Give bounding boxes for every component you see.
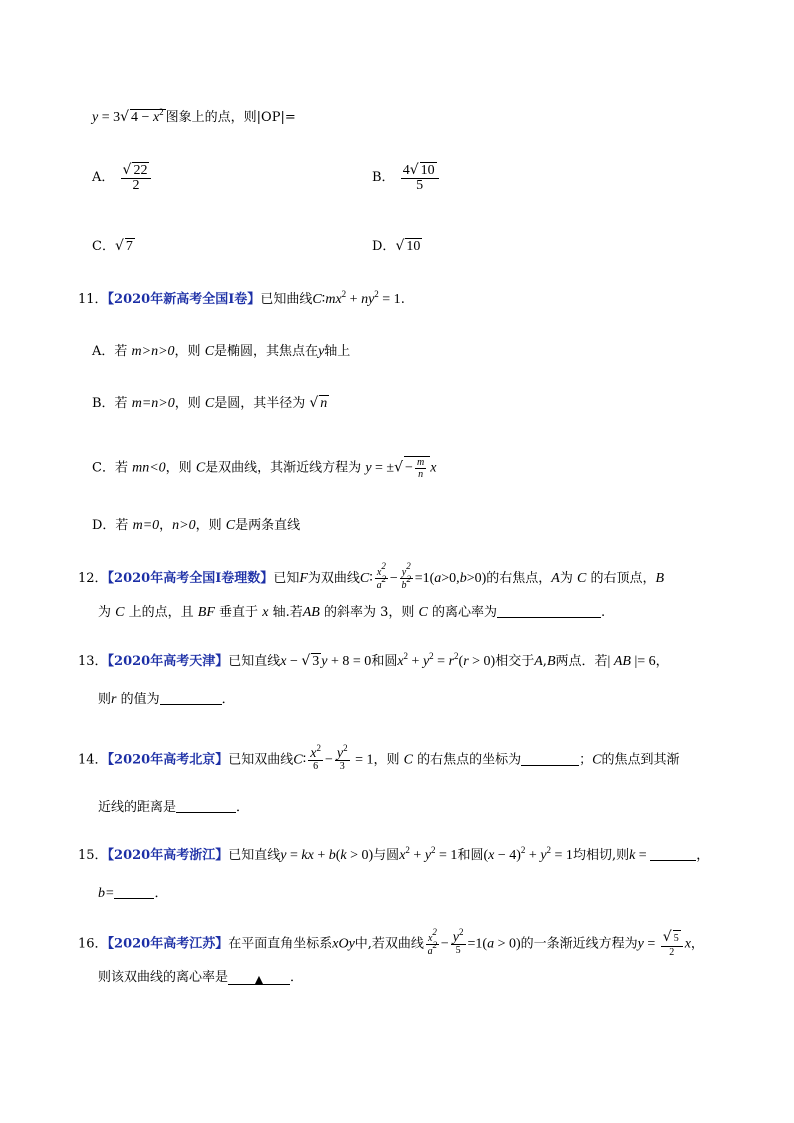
- q11-source: 【2020年新高考全国Ⅰ卷】: [107, 292, 261, 307]
- q14-answer-blank-1[interactable]: [521, 751, 579, 766]
- q14-stem-line2: 近线的距离是 ．: [98, 800, 250, 815]
- q16-source: 【2020年高考江苏】: [107, 936, 229, 952]
- q11-option-b: B．若 m=n>0，则 C是圆，其半径为 √ n: [92, 395, 328, 411]
- q14-stem: 14．【2020年高考北京】已知双曲线C∶ $\frac{x^2}{6}$ − $\frac{y^2}{3}$ = 1，则 C 的右焦点的坐标为 ；C的焦点到其渐: [78, 743, 680, 772]
- q16-answer-blank[interactable]: [228, 970, 290, 985]
- q10-option-c: C．√ 7: [92, 238, 133, 254]
- q11-stem: 11．【2020年新高考全国Ⅰ卷】已知曲线$C∶mx^2 + ny^2 = 1$.: [78, 289, 405, 307]
- q11-option-d: D．若 m=0，n>0，则 C是两条直线: [92, 518, 301, 533]
- q13-source: 【2020年高考天津】: [107, 654, 229, 669]
- q12-stem: 12．【2020年高考全国Ⅰ卷理数】已知F为双曲线C∶ $\frac{x^2}{a^2}$ − $\frac{y^2}{b^2}$ =1(a>0,b>0)的右焦点，A为 C 的右顶点，B: [78, 561, 665, 591]
- q15-answer-blank-b[interactable]: [114, 884, 154, 899]
- q14-answer-blank-2[interactable]: [176, 798, 236, 813]
- q10-option-b: B． $\frac{4√ 10}{5}$: [372, 162, 441, 193]
- q12-source: 【2020年高考全国Ⅰ卷理数】: [107, 571, 274, 586]
- q15-stem: 15．【2020年高考浙江】已知直线y = kx + b(k > 0)与圆$x^2 + y^2 = 1$和圆$(x - 4)^2 + y^2 = 1$均相切,则k = ，: [78, 845, 710, 863]
- q15-answer-blank-k[interactable]: [650, 846, 696, 861]
- q10-option-a: A． $\frac{√ 22}{2}$: [92, 162, 153, 193]
- q13-stem-line2: 则r 的值为 ．: [98, 692, 235, 707]
- q14-source: 【2020年高考北京】: [107, 752, 229, 768]
- q12-stem-line2: 为 C 上的点，且 BF 垂直于 x 轴.若AB 的斜率为 3，则 C 的离心率为 .: [98, 605, 606, 620]
- q16-stem: 16．【2020年高考江苏】在平面直角坐标系xOy中,若双曲线 $\frac{x^2}{a^2}$ − $\frac{y^2}{5}$ =1(a > 0)的一条渐近线方程为y = $\frac{√ 5}{2}$ x，: [78, 926, 704, 958]
- triangle-marker-icon: ▲: [254, 973, 264, 986]
- q10-stem-end: y = 3√ $4 - x^2$ 图象上的点，则|OP|=: [92, 107, 296, 125]
- q15-stem-line2: b= ．: [98, 886, 168, 901]
- q10-option-d: D．√ 10: [372, 238, 421, 254]
- q11-option-c: C．若 mn<0，则 C是双曲线，其渐近线方程为 y = ±√ − $\frac{m}{n}$ x: [92, 457, 437, 480]
- q13-answer-blank[interactable]: [160, 690, 222, 705]
- q12-answer-blank[interactable]: [497, 603, 601, 618]
- q16-stem-line2: 则该双曲线的离心率是 ▲ ．: [98, 970, 304, 986]
- q11-option-a: A．若 m>n>0，则 C是椭圆，其焦点在y轴上: [92, 344, 351, 359]
- q13-stem: 13．【2020年高考天津】已知直线x − √ 3 y + 8 = 0和圆$x^2 + y^2 = r^2(r > 0)$相交于A,B两点．若| AB |= 6，: [78, 651, 669, 669]
- q15-source: 【2020年高考浙江】: [107, 848, 229, 863]
